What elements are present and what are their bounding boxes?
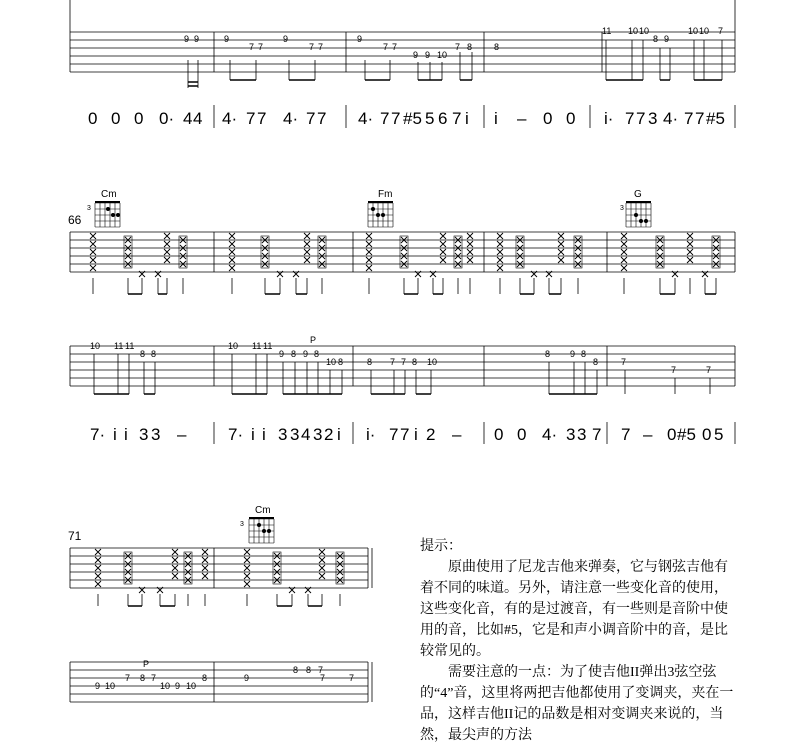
tab-number: 9: [413, 50, 419, 60]
tab-number: 8: [653, 34, 659, 44]
jianpu-note: 0: [517, 425, 527, 444]
jianpu-note: 4·: [542, 425, 558, 444]
tab-mute-cross: [366, 257, 372, 263]
tab-number: 9: [194, 34, 200, 44]
tab-mute-cross: [440, 257, 446, 263]
tab-number: 8: [412, 357, 418, 367]
tab-number: 11: [252, 341, 262, 351]
tab-number: 8: [338, 357, 344, 367]
tab-mute-cross: [90, 257, 96, 263]
chord-diagram-dot: [639, 219, 643, 223]
jianpu-note: 0·: [159, 109, 175, 128]
tab-mute-cross: [558, 233, 564, 239]
chord-fret-marker: 3: [87, 205, 91, 212]
tab-number: 7: [718, 26, 724, 36]
tab-number: 7: [455, 42, 461, 52]
jianpu-note: i: [465, 109, 469, 128]
tab-mute-cross: [95, 565, 101, 571]
tab-mute-cross: [202, 565, 208, 571]
tab-number: 7: [320, 673, 326, 683]
tab-mute-cross: [319, 549, 325, 555]
jianpu-note: 4·: [358, 109, 374, 128]
tab-mute-cross: [229, 233, 235, 239]
tab-number: 7: [392, 42, 398, 52]
jianpu-note: 3: [278, 425, 288, 444]
tab-mute-cross: [687, 241, 693, 247]
tab-mute-cross: [90, 233, 96, 239]
tab-number: 8: [293, 665, 299, 675]
jianpu-note: 7: [389, 425, 399, 444]
system-2-chord-names: [87, 189, 642, 212]
jianpu-note: 3: [577, 425, 587, 444]
tips-paragraph-1: 原曲使用了尼龙吉他来弹奏，它与钢弦吉他有着不同的味道。另外，请注意一些变化音的使用，这些变化音，有的是过渡音，有一些则是音阶中使用的音，比如#5，它是和声小调音阶中的音，是比较常见的。: [420, 560, 728, 659]
tab-chord-box: [574, 236, 582, 268]
tab-number: 7: [383, 42, 389, 52]
tab-number: 7: [401, 357, 407, 367]
tab-number: 7: [318, 42, 324, 52]
jianpu-note: 7: [257, 109, 267, 128]
tab-mute-cross: [558, 257, 564, 263]
jianpu-note: 4: [301, 425, 311, 444]
tab-mute-cross: [90, 249, 96, 255]
tab-mute-cross: [440, 249, 446, 255]
tab-mute-cross: [172, 549, 178, 555]
tab-number: 8: [202, 673, 208, 683]
jianpu-note: 3: [566, 425, 576, 444]
tab-chord-box: [400, 236, 408, 268]
tab-number: 8: [306, 665, 312, 675]
tab-number: 8: [467, 42, 473, 52]
tab-mute-cross: [202, 573, 208, 579]
chord-name: Fm: [378, 189, 393, 200]
tab-chord-box: [184, 552, 192, 584]
tab-number: 8: [291, 349, 297, 359]
jianpu-note: 7: [684, 109, 694, 128]
tab-mute-cross: [319, 565, 325, 571]
jianpu-note: i: [494, 109, 498, 128]
jianpu-note: 0: [494, 425, 504, 444]
jianpu-note: 7: [592, 425, 602, 444]
jianpu-note: i: [251, 425, 255, 444]
chord-diagram-dot: [262, 529, 266, 533]
tips-paragraph-2: 需要注意的一点：为了使吉他II弹出3弦空弦的“4”音，这里将两把吉他都使用了变调夹，夹在一品，这样吉他II记的品数是相对变调夹来说的，当然，最尖声的方法: [420, 665, 734, 743]
tab-mute-cross: [90, 265, 96, 271]
tab-number: 8: [314, 349, 320, 359]
jianpu-note: –: [452, 425, 462, 444]
tab-mute-cross: [95, 549, 101, 555]
tab-number: 10: [228, 341, 239, 351]
tab-mute-cross: [497, 265, 503, 271]
tab-mute-cross: [229, 257, 235, 263]
tab-number: 7: [621, 357, 627, 367]
jianpu-note: 7: [636, 109, 646, 128]
jianpu-note: 7: [695, 109, 705, 128]
tab-mute-cross: [244, 549, 250, 555]
jianpu-note: i·: [604, 109, 614, 128]
tab-mute-cross: [621, 257, 627, 263]
jianpu-note: 4·: [663, 109, 679, 128]
tab-mute-cross: [164, 241, 170, 247]
tab-mute-cross: [497, 241, 503, 247]
jianpu-note: 0: [566, 109, 576, 128]
tab-mute-cross: [202, 557, 208, 563]
jianpu-note: 4·: [222, 109, 238, 128]
jianpu-note: –: [643, 425, 653, 444]
tab-number: 9: [184, 34, 190, 44]
jianpu-note: i·: [366, 425, 376, 444]
tab-mute-cross: [440, 241, 446, 247]
tab-mute-cross: [304, 257, 310, 263]
tab-chord-box: [712, 236, 720, 268]
tab-chord-box: [656, 236, 664, 268]
tab-chord-box: [516, 236, 524, 268]
jianpu-note: 7: [625, 109, 635, 128]
jianpu-note: 6: [438, 109, 448, 128]
chord-diagram-dot: [371, 207, 375, 211]
jianpu-note: i: [337, 425, 341, 444]
jianpu-note: 2: [324, 425, 334, 444]
chord-diagram-bar: [249, 517, 274, 519]
tab-number: 9: [95, 681, 101, 691]
tab-number: 7: [706, 365, 712, 375]
tab-mute-cross: [366, 265, 372, 271]
jianpu-note: 7: [400, 425, 410, 444]
tab-number: 10: [628, 26, 639, 36]
chord-fret-marker: 3: [620, 205, 624, 212]
tab-mute-cross: [229, 265, 235, 271]
jianpu-note: i: [262, 425, 266, 444]
tab-mute-cross: [366, 233, 372, 239]
jianpu-note: 3: [648, 109, 658, 128]
tab-number: 8: [494, 42, 500, 52]
jianpu-note: 7: [380, 109, 390, 128]
jianpu-note: i: [414, 425, 418, 444]
tab-chord-box: [454, 236, 462, 268]
jianpu-note: –: [177, 425, 187, 444]
chord-diagram-bar: [626, 201, 651, 203]
tab-mute-cross: [229, 241, 235, 247]
tab-number: 8: [140, 349, 146, 359]
jianpu-note: 4: [193, 109, 203, 128]
tab-mute-cross: [164, 249, 170, 255]
tab-number: 7: [249, 42, 255, 52]
chord-name: Cm: [101, 189, 117, 200]
tab-mute-cross: [304, 241, 310, 247]
tab-number: 9: [224, 34, 230, 44]
jianpu-note: 7: [306, 109, 316, 128]
system-2-tab-numbers: [90, 335, 711, 375]
tab-marker: P: [143, 659, 150, 669]
tab-number: 7: [151, 673, 157, 683]
jianpu-note: 0: [667, 425, 677, 444]
tab-number: 8: [545, 349, 551, 359]
tab-mute-cross: [558, 249, 564, 255]
jianpu-note: 2: [426, 425, 436, 444]
jianpu-note: 7: [317, 109, 327, 128]
tab-number: 8: [140, 673, 146, 683]
tab-number: 10: [699, 26, 710, 36]
jianpu-note: 0: [543, 109, 553, 128]
jianpu-note: 7·: [90, 425, 106, 444]
tab-number: 10: [688, 26, 699, 36]
jianpu-note: 0: [111, 109, 121, 128]
tab-marker: P: [310, 335, 317, 345]
chord-diagram-dot: [644, 219, 648, 223]
tab-mute-cross: [164, 233, 170, 239]
tab-mute-cross: [95, 557, 101, 563]
chord-diagram-dot: [106, 207, 110, 211]
tab-mute-cross: [621, 241, 627, 247]
tab-mute-cross: [229, 249, 235, 255]
jianpu-note: 5: [714, 425, 724, 444]
tab-number: 8: [593, 357, 599, 367]
tab-mute-cross: [90, 241, 96, 247]
tab-mute-cross: [304, 249, 310, 255]
chord-diagram-dot: [376, 213, 380, 217]
jianpu-note: 7·: [228, 425, 244, 444]
tab-chord-box: [273, 552, 281, 584]
chord-fret-marker: 3: [240, 521, 244, 528]
jianpu-note: 7: [452, 109, 462, 128]
tab-number: 10: [427, 357, 438, 367]
tab-chord-box: [336, 552, 344, 584]
tab-number: 11: [114, 341, 124, 351]
tab-mute-cross: [244, 557, 250, 563]
tab-mute-cross: [95, 573, 101, 579]
tab-number: 10: [186, 681, 197, 691]
tab-mute-cross: [621, 265, 627, 271]
tab-number: 9: [303, 349, 309, 359]
tab-number: 8: [367, 357, 373, 367]
tab-number: 7: [309, 42, 315, 52]
chord-diagram-dot: [111, 213, 115, 217]
tab-number: 10: [105, 681, 116, 691]
tab-mute-cross: [687, 257, 693, 263]
tab-number: 10: [437, 50, 448, 60]
chord-diagram-dot: [267, 529, 271, 533]
tab-number: 7: [125, 673, 131, 683]
tab-chord-box: [318, 236, 326, 268]
tips-heading: 提示：: [420, 539, 462, 554]
chord-diagram-bar: [368, 201, 393, 203]
measure-number: 71: [68, 529, 82, 543]
tab-mute-cross: [467, 249, 473, 255]
chord-diagram-dot: [116, 213, 120, 217]
jianpu-note: 7: [246, 109, 256, 128]
tab-mute-cross: [366, 249, 372, 255]
jianpu-note: 5: [425, 109, 435, 128]
jianpu-note: 0: [134, 109, 144, 128]
tab-number: 7: [258, 42, 264, 52]
tab-mute-cross: [497, 249, 503, 255]
tab-chord-box: [124, 236, 132, 268]
chord-name: Cm: [255, 505, 271, 516]
tab-mute-cross: [366, 241, 372, 247]
tab-number: 7: [671, 365, 677, 375]
tab-mute-cross: [467, 241, 473, 247]
chord-diagram-dot: [257, 523, 261, 527]
chord-diagram-bar: [95, 201, 120, 203]
tab-mute-cross: [172, 565, 178, 571]
tab-number: 10: [639, 26, 650, 36]
tab-mute-cross: [497, 233, 503, 239]
tab-number: 9: [283, 34, 289, 44]
tab-number: 10: [160, 681, 171, 691]
jianpu-note: #5: [677, 425, 696, 444]
system-2-jianpu: [90, 425, 723, 444]
tab-chord-box: [261, 236, 269, 268]
tab-mute-cross: [164, 257, 170, 263]
tab-number: 8: [581, 349, 587, 359]
tab-number: 9: [425, 50, 431, 60]
jianpu-note: 4: [183, 109, 193, 128]
jianpu-note: 0: [702, 425, 712, 444]
measure-number: 66: [68, 213, 82, 227]
jianpu-note: i: [113, 425, 117, 444]
tab-mute-cross: [687, 249, 693, 255]
tab-chord-box: [124, 552, 132, 584]
tab-mute-cross: [687, 233, 693, 239]
tab-mute-cross: [244, 573, 250, 579]
tab-number: 9: [664, 34, 670, 44]
chord-diagram-dot: [381, 213, 385, 217]
tab-mute-cross: [202, 549, 208, 555]
tab-mute-cross: [467, 233, 473, 239]
tab-mute-cross: [497, 257, 503, 263]
jianpu-note: 7: [621, 425, 631, 444]
tab-mute-cross: [172, 573, 178, 579]
tab-number: 7: [318, 665, 324, 675]
tab-chord-box: [179, 236, 187, 268]
jianpu-note: 7: [391, 109, 401, 128]
jianpu-note: 3: [139, 425, 149, 444]
tab-mute-cross: [172, 557, 178, 563]
tab-mute-cross: [621, 233, 627, 239]
jianpu-note: #5: [403, 109, 422, 128]
jianpu-note: i: [124, 425, 128, 444]
tab-number: 11: [125, 341, 135, 351]
tab-number: 11: [602, 26, 612, 36]
tab-mute-cross: [558, 241, 564, 247]
jianpu-note: 4·: [283, 109, 299, 128]
tab-mute-cross: [244, 565, 250, 571]
tab-mute-cross: [95, 581, 101, 587]
jianpu-note: #5: [706, 109, 725, 128]
tab-number: 8: [151, 349, 157, 359]
jianpu-note: 3: [313, 425, 323, 444]
tab-number: 9: [570, 349, 576, 359]
jianpu-note: 3: [290, 425, 300, 444]
tab-number: 10: [326, 357, 337, 367]
tab-number: 7: [390, 357, 396, 367]
system-1-tab-numbers: [184, 26, 723, 60]
system-3-chord-names: [240, 505, 271, 528]
tab-mute-cross: [319, 573, 325, 579]
system-1-jianpu: [88, 109, 725, 128]
tab-mute-cross: [467, 257, 473, 263]
tab-mute-cross: [244, 581, 250, 587]
tab-mute-cross: [621, 249, 627, 255]
jianpu-note: 0: [88, 109, 98, 128]
jianpu-note: –: [517, 109, 527, 128]
chord-name: G: [634, 189, 642, 200]
tab-number: 9: [357, 34, 363, 44]
tab-number: 9: [244, 673, 250, 683]
jianpu-note: 3: [151, 425, 161, 444]
tab-mute-cross: [304, 233, 310, 239]
tab-mute-cross: [319, 557, 325, 563]
tab-mute-cross: [440, 233, 446, 239]
tab-number: 11: [263, 341, 273, 351]
tab-number: 9: [175, 681, 181, 691]
tab-number: 7: [349, 673, 355, 683]
tab-number: 9: [279, 349, 285, 359]
tab-number: 10: [90, 341, 101, 351]
chord-diagram-dot: [634, 213, 638, 217]
